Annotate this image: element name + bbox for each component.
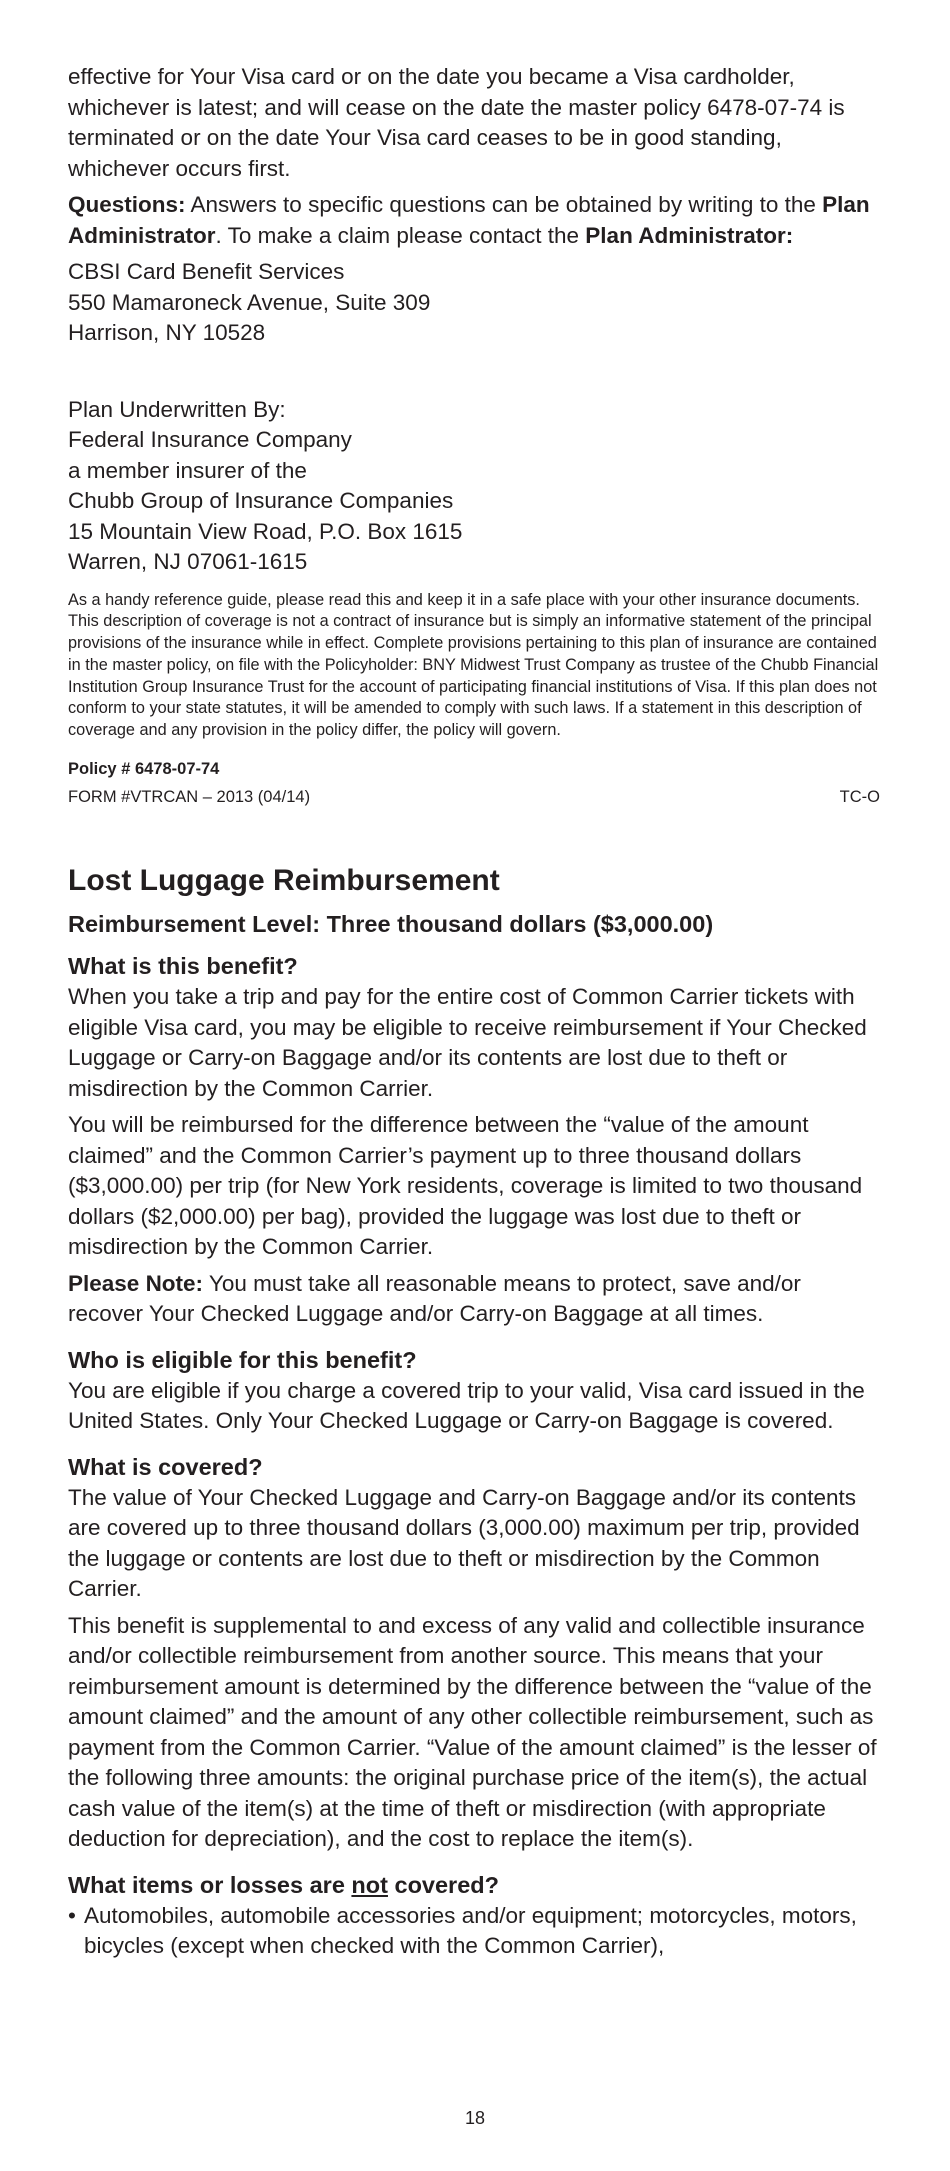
questions-label: Questions:: [68, 192, 186, 217]
bullet-icon: •: [68, 1902, 76, 1928]
covered-paragraph-1: The value of Your Checked Luggage and Carry-on Baggage and/or its contents are covered up to three thousand dollars (3,000.00) maximum per trip, provided the luggage or contents are lost due to theft or misdirection by the Common Carrier.: [68, 1484, 860, 1602]
please-note-paragraph: [68, 1269, 880, 1330]
heading-who-eligible: Who is eligible for this benefit?: [68, 1346, 417, 1373]
covered-paragraph-2: This benefit is supplemental to and excess of any valid and collectible insurance and/or collectible reimbursement from another source. This means that your reimbursement amount is determined by the difference between the “value of the amount claimed” and the amount of any other collectible reimbursement, such as payment from the Common Carrier. “Value of the amount claimed” is the lesser of the following three amounts: the original purchase price of the item(s), the actual cash value of the item(s) at the time of theft or misdirection (with appropriate deduction for depreciation), and the cost to replace the item(s).: [68, 1612, 877, 1852]
policy-number: Policy # 6478-07-74: [68, 760, 220, 779]
underwriter-line: a member insurer of the: [68, 457, 307, 483]
list-item: [68, 1901, 880, 1962]
questions-text-1: Answers to specific questions can be obtained by writing to the: [185, 192, 823, 217]
intro-paragraph: effective for Your Visa card or on the date you became a Visa cardholder, whichever is latest; and will cease on the date the master policy 6478-07-74 is terminated or on the date Your Visa card ceases to be in good standing, whichever occurs first.: [68, 64, 845, 181]
underwriter-line: 15 Mountain View Road, P.O. Box 1615: [68, 518, 463, 544]
benefit-paragraph-1: When you take a trip and pay for the entire cost of Common Carrier tickets with eligible Visa card, you may be eligible to receive reimbursement if Your Checked Luggage or Carry-on Baggage and/or its contents are lost due to theft or misdirection by the Common Carrier.: [68, 984, 867, 1101]
please-note-text: You must take all reasonable means to protect, save and/or recover Your Checked Luggage and/or Carry-on Baggage at all times.: [68, 1270, 801, 1327]
fine-print-disclaimer: As a handy reference guide, please read this and keep it in a safe place with your other insurance documents. This description of coverage is not a contract of insurance but is simply an informative statement of the principal provisions of the insurance while in effect. Complete provisions pertaining to this plan of insurance are contained in the master policy, on file with the Policyholder: BNY Midwest Trust Company as trustee of the Chubb Financial Institution Group Insurance Trust for the account of participating financial institutions of Visa. If this plan does not conform to your state statutes, it will be amended to comply with such laws. If a statement in this description of coverage and any provision in the policy differ, the policy will govern.: [68, 590, 879, 740]
page-number: 18: [464, 2108, 486, 2128]
form-line: [68, 786, 880, 808]
benefit-paragraph-2: You will be reimbursed for the difference between the “value of the amount claimed” and the Common Carrier’s payment up to three thousand dollars ($3,000.00) per trip (for New York residents, coverage is limited to two thousand dollars ($2,000.00) per bag), provided the luggage was lost due to theft or misdirection by the Common Carrier.: [68, 1112, 863, 1260]
plan-administrator-1: Plan Administrator: [68, 192, 870, 248]
heading-not-covered: [68, 1869, 880, 1901]
not-covered-emphasis: not: [351, 1871, 388, 1898]
plan-administrator-2: Plan Administrator:: [585, 222, 794, 248]
address-line: Harrison, NY 10528: [68, 320, 266, 345]
address-line: 550 Mamaroneck Avenue, Suite 309: [68, 289, 431, 315]
heading-what-is-benefit: What is this benefit?: [68, 953, 298, 980]
form-number: FORM #VTRCAN – 2013 (04/14): [68, 788, 311, 807]
list-item-text: Automobiles, automobile accessories and/or equipment; motorcycles, motors, bicycles (except when checked with the Common Carrier),: [84, 1902, 857, 1959]
not-covered-post: covered?: [387, 1871, 499, 1898]
reimbursement-level: Reimbursement Level: Three thousand dollars ($3,000.00): [68, 911, 714, 938]
questions-text-2: . To make a claim please contact the: [215, 222, 586, 248]
form-code: TC-O: [839, 788, 880, 807]
underwriter-line: Plan Underwritten By:: [68, 396, 286, 422]
section-title: Lost Luggage Reimbursement: [68, 864, 500, 898]
document-page: [68, 62, 880, 1962]
please-note-label: Please Note:: [68, 1270, 204, 1296]
underwriter-line: Warren, NJ 07061-1615: [68, 549, 308, 574]
underwriter-line: Chubb Group of Insurance Companies: [68, 488, 454, 513]
administrator-address: [68, 257, 880, 349]
eligibility-paragraph: You are eligible if you charge a covered trip to your valid, Visa card issued in the United States. Only Your Checked Luggage or Carry-on Baggage is covered.: [68, 1377, 865, 1434]
address-line: CBSI Card Benefit Services: [68, 259, 345, 284]
underwriter-block: [68, 395, 880, 578]
underwriter-line: Federal Insurance Company: [68, 427, 352, 452]
not-covered-pre: What items or losses are: [68, 1871, 352, 1898]
heading-what-covered: What is covered?: [68, 1453, 263, 1480]
questions-paragraph: [68, 190, 880, 251]
